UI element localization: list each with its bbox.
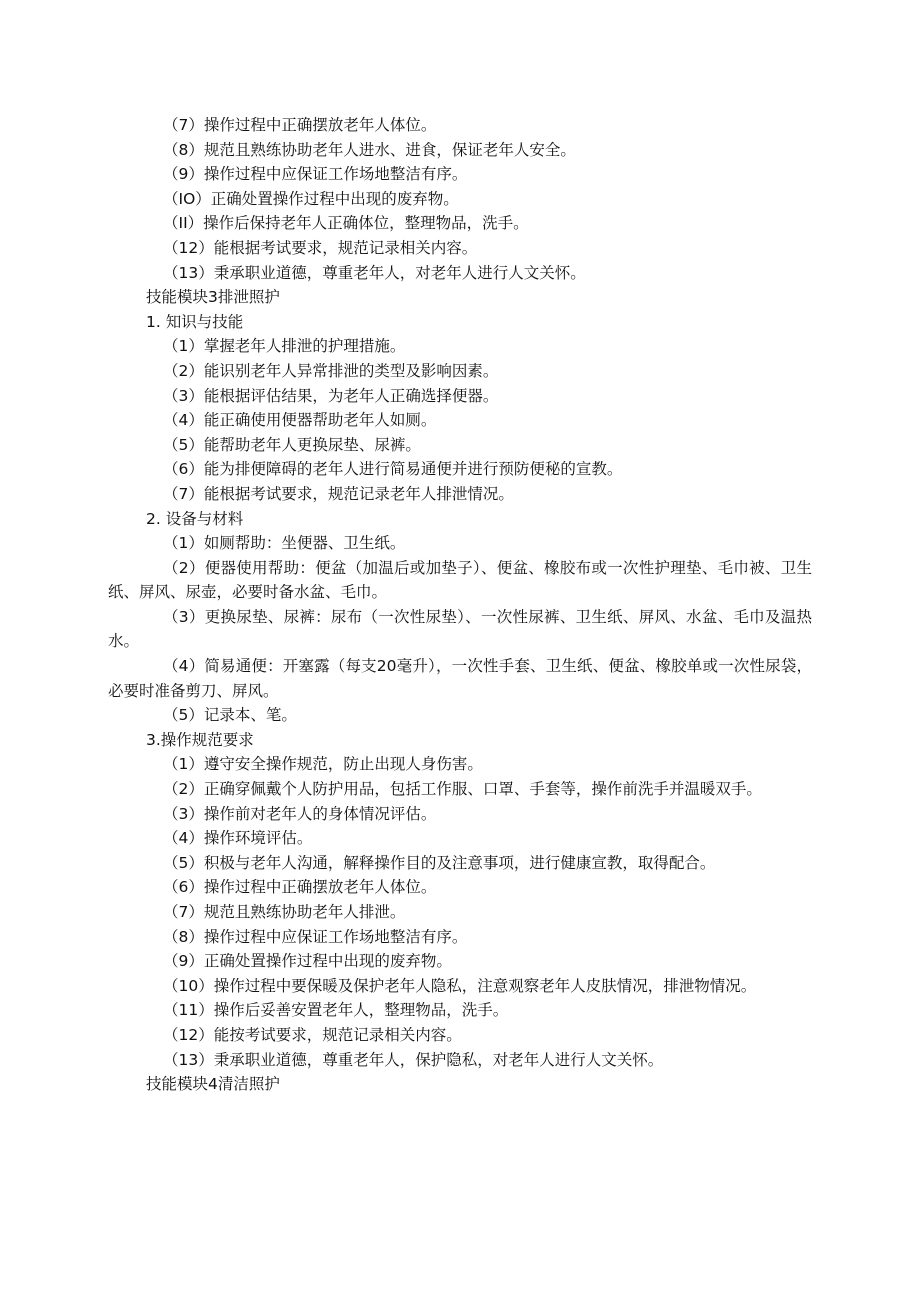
list-item: （7）能根据考试要求，规范记录老年人排泄情况。 (163, 484, 514, 503)
list-item: （1）遵守安全操作规范，防止出现人身伤害。 (163, 755, 483, 774)
list-item: （9）正确处置操作过程中出现的废弃物。 (163, 952, 452, 971)
list-item: （8）规范且熟练协助老年人进水、进食，保证老年人安全。 (163, 140, 576, 159)
section-heading: 1. 知识与技能 (146, 312, 244, 331)
section-heading: 3.操作规范要求 (146, 730, 254, 749)
list-item: （1）掌握老年人排泄的护理措施。 (163, 337, 406, 356)
list-item: （IO）正确处置操作过程中出现的废弃物。 (163, 189, 459, 208)
list-item: （3）更换尿垫、尿裤：尿布（一次性尿垫）、一次性尿裤、卫生纸、屏风、水盆、毛巾及温热水。 (108, 607, 812, 651)
list-item: （II）操作后保持老年人正确体位，整理物品，洗手。 (163, 214, 529, 233)
list-item: （6）操作过程中正确摆放老年人体位。 (163, 878, 437, 897)
list-item: （13）秉承职业道德，尊重老年人，对老年人进行人文关怀。 (163, 263, 586, 282)
list-item: （8）操作过程中应保证工作场地整洁有序。 (163, 927, 468, 946)
list-item: （10）操作过程中要保暖及保护老年人隐私，注意观察老年人皮肤情况，排泄物情况。 (163, 976, 757, 995)
list-item: （1）如厕帮助：坐便器、卫生纸。 (163, 534, 406, 553)
list-item: （9）操作过程中应保证工作场地整洁有序。 (163, 165, 468, 184)
list-item: （11）操作后妥善安置老年人，整理物品，洗手。 (163, 1001, 509, 1020)
list-item: （2）正确穿佩戴个人防护用品，包括工作服、口罩、手套等，操作前洗手并温暖双手。 (163, 780, 762, 799)
list-item: （3）操作前对老年人的身体情况评估。 (163, 804, 437, 823)
list-item: （12）能根据考试要求，规范记录相关内容。 (163, 238, 478, 257)
list-item: （7）规范且熟练协助老年人排泄。 (163, 903, 406, 921)
list-item: （5）积极与老年人沟通，解释操作目的及注意事项，进行健康宣教，取得配合。 (163, 853, 716, 872)
list-item: （4）操作环境评估。 (163, 829, 313, 848)
section-heading: 2. 设备与材料 (146, 509, 244, 528)
list-item: （3）能根据评估结果，为老年人正确选择便器。 (163, 386, 499, 405)
list-item: （13）秉承职业道德，尊重老年人，保护隐私，对老年人进行人文关怀。 (163, 1050, 664, 1069)
list-item: （4）能正确使用便器帮助老年人如厕。 (163, 411, 437, 430)
list-item: （5）能帮助老年人更换尿垫、尿裤。 (163, 435, 421, 454)
list-item: （6）能为排便障碍的老年人进行简易通便并进行预防便秘的宣教。 (163, 460, 623, 479)
list-item: （4）简易通便：开塞露（每支20毫升），一次性手套、卫生纸、便盆、橡胶单或一次性尿袋，必要时准备剪刀、屏风。 (108, 657, 812, 700)
list-item: （5）记录本、笔。 (163, 706, 297, 725)
list-item: （12）能按考试要求，规范记录相关内容。 (163, 1025, 462, 1044)
list-item: （2）能识别老年人异常排泄的类型及影响因素。 (163, 361, 499, 380)
list-item: （7）操作过程中正确摆放老年人体位。 (163, 116, 437, 134)
module-title: 技能模块3排泄照护 (146, 288, 280, 307)
document-body (108, 113, 812, 1097)
list-item: （2）便器使用帮助：便盆（加温后或加垫子）、便盆、橡胶布或一次性护理垫、毛巾被、卫生纸、屏风、尿壶，必要时备水盆、毛巾。 (108, 558, 812, 602)
module-title: 技能模块4清洁照护 (146, 1075, 280, 1094)
